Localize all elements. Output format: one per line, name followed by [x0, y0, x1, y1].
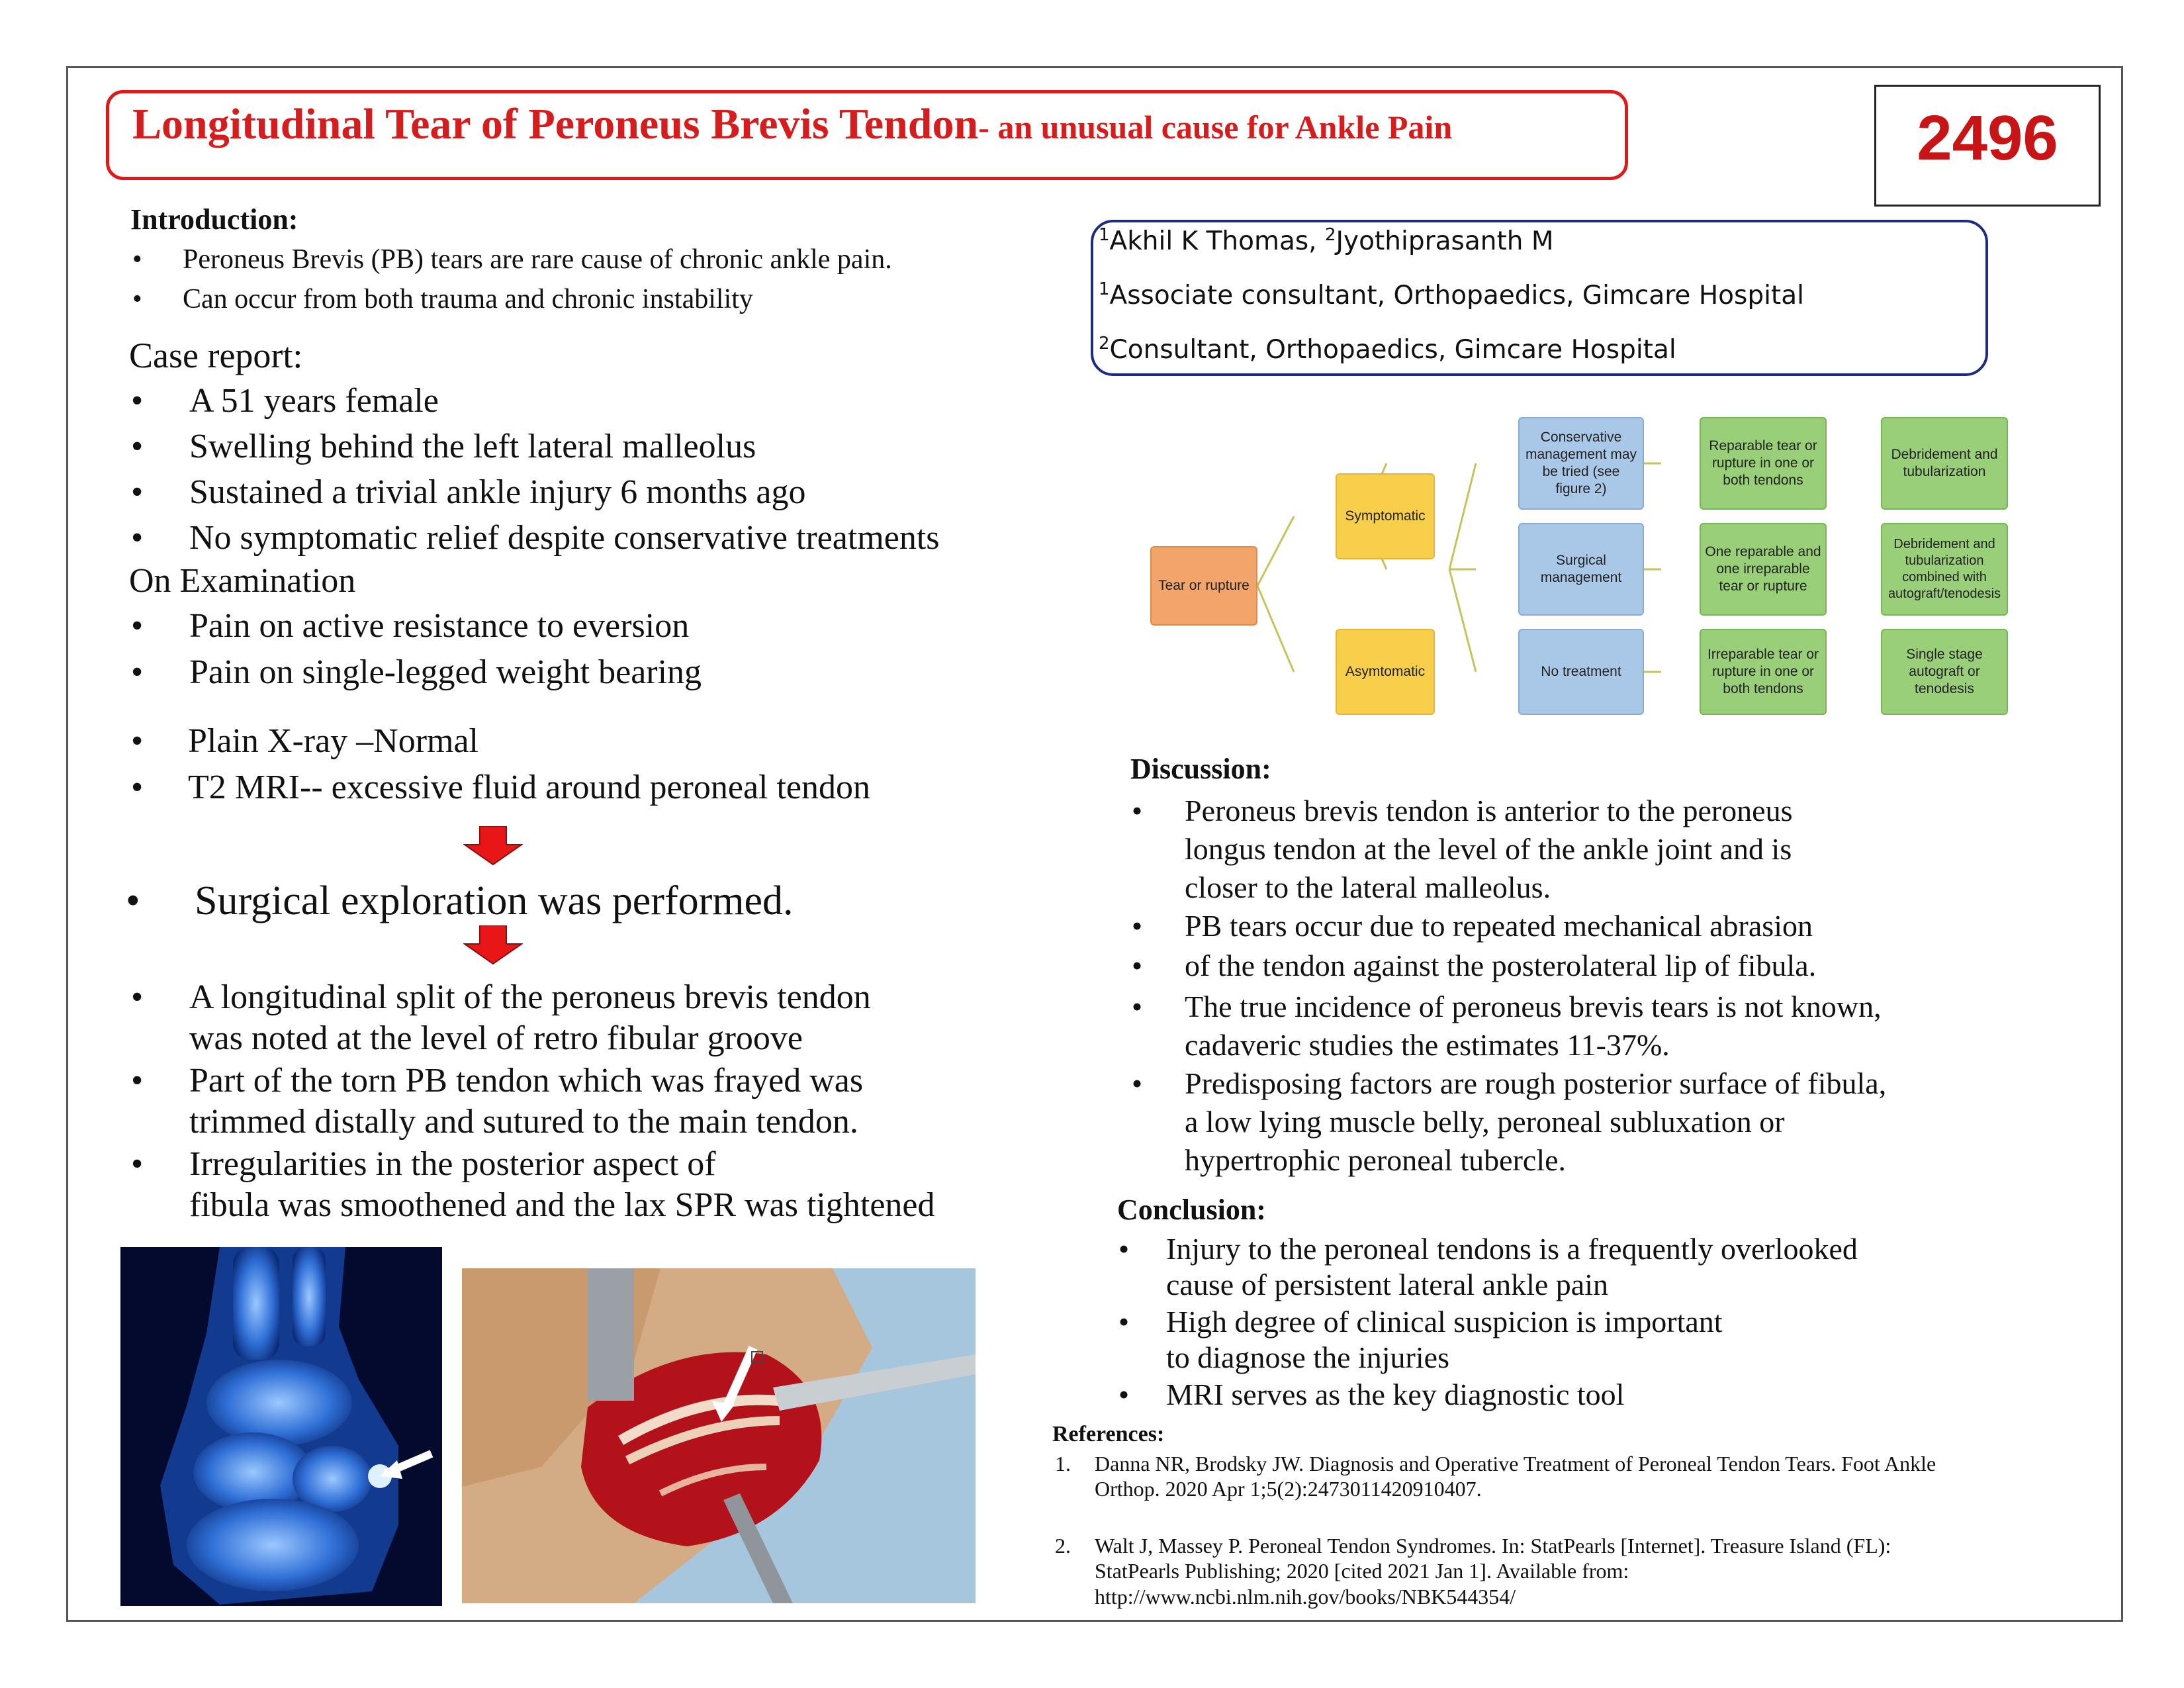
- flow-node-debridement: Debridement and tubularization: [1881, 417, 2008, 510]
- list-item-text: A 51 years female: [189, 382, 439, 420]
- list-item-text: Surgical exploration was performed.: [195, 878, 794, 923]
- author-sup: 2: [1324, 225, 1336, 245]
- flow-node-root: Tear or rupture: [1150, 546, 1257, 626]
- author-name: Akhil K Thomas,: [1109, 226, 1325, 256]
- poster-id-number: 2496: [1917, 103, 2058, 173]
- bullet-dot: •: [131, 653, 144, 691]
- text-line: The true incidence of peroneus brevis tears is not known,: [1185, 990, 1882, 1023]
- author-sup: 1: [1099, 225, 1110, 245]
- flow-node-reparable: Reparable tear or rupture in one or both tendons: [1700, 417, 1827, 510]
- flow-node-conservative: Conservative management may be tried (see figure 2): [1518, 417, 1644, 510]
- title-subtitle: - an unusual cause for Ankle Pain: [978, 109, 1453, 146]
- down-arrow-icon: [463, 826, 523, 866]
- bullet-dot: •: [1132, 794, 1143, 827]
- list-item-text: MRI serves as the key diagnostic tool: [1166, 1378, 1625, 1411]
- author-affiliation-1: [1099, 279, 1804, 310]
- bullet-dot: •: [1132, 1066, 1143, 1100]
- text-line: Predisposing factors are rough posterior surface of fibula,: [1185, 1066, 1887, 1100]
- list-item-text: of the tendon against the posterolateral lip of fibula.: [1185, 949, 1817, 982]
- reference-text: [1095, 1451, 1936, 1502]
- text-line: cadaveric studies the estimates 11-37%.: [1185, 1028, 1670, 1062]
- flow-node-debridement-combined: Debridement and tubularization combined with autograft/tenodesis: [1881, 523, 2008, 616]
- flow-node-no-treatment: No treatment: [1518, 629, 1644, 715]
- text-line: hypertrophic peroneal tubercle.: [1185, 1143, 1567, 1177]
- bullet-dot: •: [131, 428, 144, 465]
- text-line: Peroneus brevis tendon is anterior to the peroneus: [1185, 794, 1793, 827]
- bullet-dot: •: [131, 519, 144, 557]
- bullet-dot: •: [131, 769, 144, 806]
- bullet-dot: •: [1118, 1305, 1130, 1338]
- text-line: A longitudinal split of the peroneus brevis tendon: [189, 978, 871, 1016]
- bullet-dot: •: [131, 473, 144, 511]
- text-line: Danna NR, Brodsky JW. Diagnosis and Operative Treatment of Peroneal Tendon Tears. Foot Ankle: [1095, 1452, 1936, 1476]
- flow-node-irreparable: Irreparable tear or rupture in one or both tendons: [1700, 629, 1827, 715]
- text-line: Part of the torn PB tendon which was frayed was: [189, 1062, 864, 1100]
- text-line: Irregularities in the posterior aspect of: [189, 1145, 716, 1183]
- flow-node-asymptomatic: Asymtomatic: [1336, 629, 1435, 715]
- list-item-text: [1185, 792, 1793, 907]
- text-line: StatPearls Publishing; 2020 [cited 2021 Jan 1]. Available from:: [1095, 1559, 1629, 1583]
- list-item-text: PB tears occur due to repeated mechanical abrasion: [1185, 909, 1813, 943]
- list-item-text: Can occur from both trauma and chronic instability: [183, 284, 753, 314]
- conclusion-heading: Conclusion:: [1117, 1194, 1266, 1226]
- text-line: High degree of clinical suspicion is important: [1166, 1305, 1723, 1338]
- text-line: trimmed distally and sutured to the main tendon.: [189, 1103, 858, 1141]
- text-line: was noted at the level of retro fibular groove: [189, 1019, 803, 1057]
- list-item-text: Sustained a trivial ankle injury 6 months ago: [189, 473, 806, 511]
- down-arrow-icon: [463, 925, 523, 965]
- list-item-text: Swelling behind the left lateral malleolus: [189, 428, 756, 465]
- list-item-text: [1185, 988, 1882, 1064]
- list-item-text: Pain on active resistance to eversion: [189, 607, 690, 645]
- poster-title: [132, 99, 1452, 150]
- flow-node-surgical: Surgical management: [1518, 523, 1644, 616]
- author-sup: 2: [1099, 334, 1110, 353]
- text-line: cause of persistent lateral ankle pain: [1166, 1268, 1608, 1301]
- text-line: fibula was smoothened and the lax SPR was tightened: [189, 1186, 935, 1224]
- flow-node-single-stage: Single stage autograft or tenodesis: [1881, 629, 2008, 715]
- bullet-dot: •: [1132, 949, 1143, 982]
- flow-node-symptomatic: Symptomatic: [1336, 473, 1435, 559]
- list-item-text: [1166, 1231, 1858, 1303]
- text-line: Orthop. 2020 Apr 1;5(2):2473011420910407.: [1095, 1477, 1482, 1501]
- list-item-text: No symptomatic relief despite conservative treatments: [189, 519, 940, 557]
- author-names: [1099, 225, 1554, 256]
- text-line: http://www.ncbi.nlm.nih.gov/books/NBK544354/: [1095, 1584, 1516, 1609]
- discussion-heading: Discussion:: [1130, 753, 1271, 785]
- list-item-text: [189, 1060, 863, 1143]
- surgical-photo: [462, 1268, 976, 1603]
- bullet-dot: •: [131, 607, 144, 645]
- bullet-dot: •: [131, 382, 144, 420]
- text-line: a low lying muscle belly, peroneal subluxation or: [1185, 1105, 1785, 1139]
- text-line: to diagnose the injuries: [1166, 1340, 1449, 1374]
- list-item-text: Pain on single-legged weight bearing: [189, 653, 702, 691]
- list-item-text: [189, 977, 871, 1059]
- case-report-heading: Case report:: [129, 336, 303, 375]
- bullet-dot: •: [132, 284, 142, 314]
- bullet-dot: •: [1118, 1232, 1130, 1266]
- bullet-dot: •: [1132, 990, 1143, 1023]
- author-sup: 1: [1099, 279, 1110, 299]
- text-line: Injury to the peroneal tendons is a frequently overlooked: [1166, 1232, 1858, 1266]
- references-heading: References:: [1052, 1422, 1165, 1446]
- bullet-dot: •: [131, 1145, 144, 1183]
- mri-image: [120, 1247, 442, 1606]
- bullet-dot: •: [131, 978, 144, 1016]
- bullet-dot: •: [126, 878, 140, 923]
- bullet-dot: •: [132, 244, 142, 275]
- treatment-flowchart: [1125, 410, 2012, 725]
- reference-number: 1.: [1055, 1452, 1071, 1476]
- bullet-dot: •: [131, 722, 144, 760]
- affiliation-text: Associate consultant, Orthopaedics, Gimcare Hospital: [1109, 281, 1804, 310]
- introduction-heading: Introduction:: [130, 203, 298, 236]
- text-line: longus tendon at the level of the ankle joint and is: [1185, 832, 1792, 866]
- reference-text: [1095, 1533, 1891, 1609]
- reference-number: 2.: [1055, 1534, 1071, 1558]
- bullet-dot: •: [1118, 1378, 1130, 1411]
- list-item-text: Peroneus Brevis (PB) tears are rare cause of chronic ankle pain.: [183, 244, 892, 275]
- examination-heading: On Examination: [129, 562, 356, 600]
- title-main: Longitudinal Tear of Peroneus Brevis Tendon: [132, 100, 979, 148]
- list-item-text: [1166, 1304, 1723, 1376]
- list-item-text: T2 MRI-- excessive fluid around peroneal tendon: [188, 769, 871, 806]
- text-line: closer to the lateral malleolus.: [1185, 870, 1551, 904]
- list-item-text: [1185, 1064, 1886, 1180]
- flow-node-one-reparable: One reparable and one irreparable tear or rupture: [1700, 523, 1827, 616]
- list-item-text: Plain X-ray –Normal: [188, 722, 479, 760]
- affiliation-text: Consultant, Orthopaedics, Gimcare Hospital: [1109, 335, 1676, 365]
- list-item-text: [189, 1144, 934, 1226]
- text-line: Walt J, Massey P. Peroneal Tendon Syndromes. In: StatPearls [Internet]. Treasure Island (FL):: [1095, 1534, 1891, 1558]
- author-affiliation-2: [1099, 334, 1676, 365]
- bullet-dot: •: [131, 1062, 144, 1100]
- author-name: Jyothiprasanth M: [1336, 226, 1554, 256]
- bullet-dot: •: [1132, 909, 1143, 943]
